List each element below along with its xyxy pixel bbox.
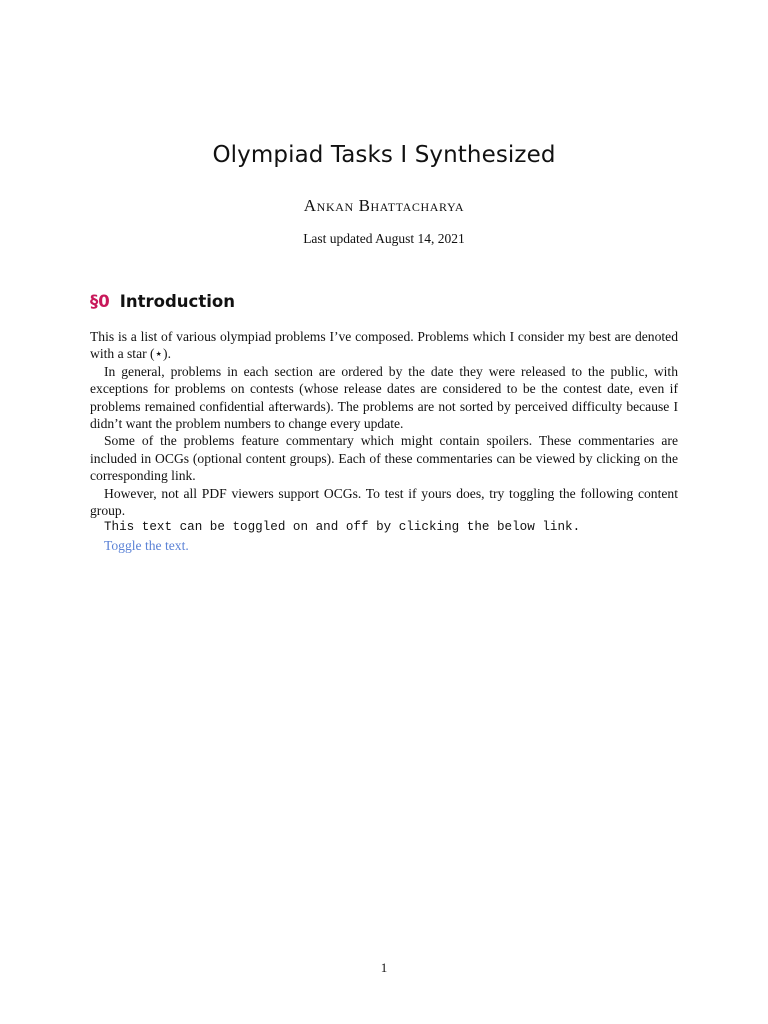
toggleable-text: This text can be toggled on and off by clicking the below link. <box>104 520 581 535</box>
document-author: Ankan Bhattacharya <box>303 196 465 215</box>
toggle-text-link[interactable]: Toggle the text. <box>104 537 189 553</box>
paragraph: Some of the problems feature commentary which might contain spoilers. These commentaries are included in OCGs (optional content groups). Each of these commentaries can be viewed by clicking on the corresponding link. <box>90 433 678 484</box>
paragraph: In general, problems in each section are ordered by the date they were released to the public, with exceptions for problems on contests (whose release dates are considered to be the contest date, even if problems remained confidential afterwards). The problems are not sorted by perceived difficulty because I didn’t want the problem numbers to change every update. <box>90 363 678 432</box>
paragraph: However, not all PDF viewers support OCGs. To test if yours does, try toggling the following content group. <box>90 485 678 519</box>
paragraph: This is a list of various olympiad problems I’ve composed. Problems which I consider my best are denoted with a star (⋆). <box>90 329 678 362</box>
section-heading <box>90 292 235 311</box>
section-title: Introduction <box>119 292 235 311</box>
introduction-body <box>90 328 678 554</box>
document-title: Olympiad Tasks I Synthesized <box>212 142 556 168</box>
last-updated-date: Last updated August 14, 2021 <box>303 231 465 246</box>
section-number: §0 <box>90 292 110 311</box>
page-number: 1 <box>380 960 388 975</box>
